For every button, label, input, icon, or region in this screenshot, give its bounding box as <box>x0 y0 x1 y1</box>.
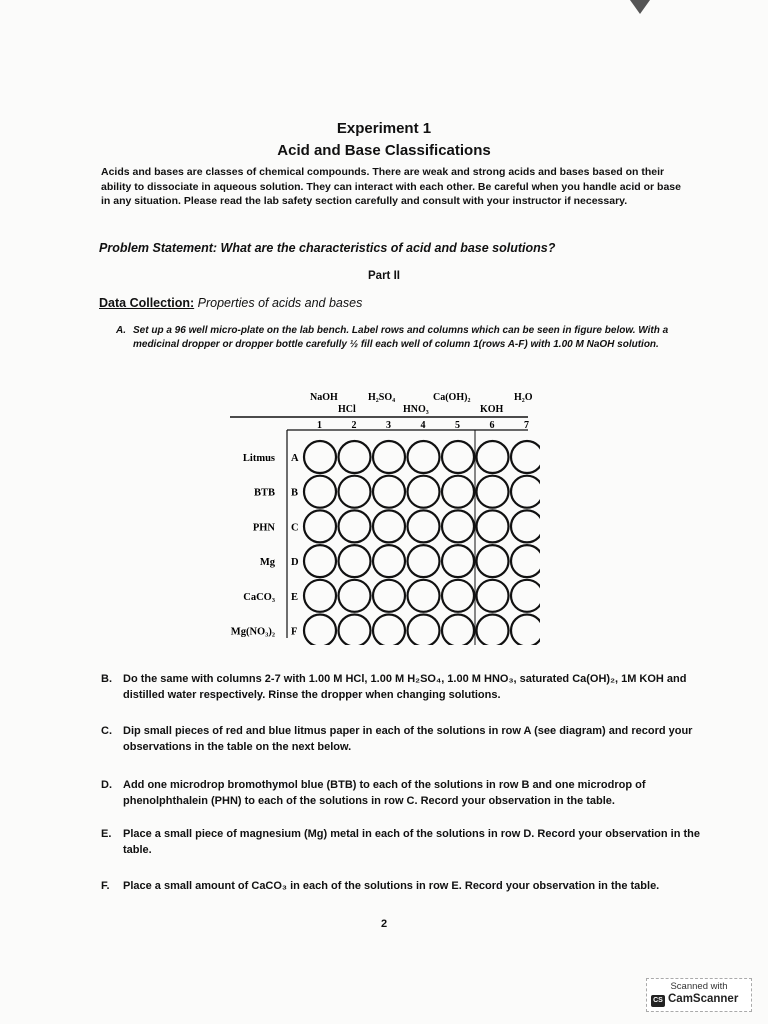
column-numbers <box>317 420 529 431</box>
data-collection-heading <box>99 296 362 310</box>
well-C1 <box>304 510 336 542</box>
well-D1 <box>304 545 336 577</box>
well-A3 <box>373 441 405 473</box>
well-C7 <box>511 510 540 542</box>
well-B5 <box>442 476 474 508</box>
step-f-text: Place a small amount of CaCO₃ in each of the solutions in row E. Record your observation in the table. <box>123 880 660 892</box>
well-D5 <box>442 545 474 577</box>
microplate-diagram <box>230 385 540 645</box>
well-D7 <box>511 545 540 577</box>
well-D4 <box>408 545 440 577</box>
well-C6 <box>477 510 509 542</box>
scanned-with-text: Scanned with <box>670 981 728 992</box>
well-F1 <box>304 615 336 646</box>
column-number-6: 6 <box>489 420 495 431</box>
column-number-4: 4 <box>420 420 426 431</box>
well-B2 <box>339 476 371 508</box>
well-E4 <box>408 580 440 612</box>
row-letter-E: E <box>291 591 299 603</box>
experiment-title: Experiment 1 <box>336 120 432 137</box>
row-reagent-1: Litmus <box>242 453 275 464</box>
well-B1 <box>304 476 336 508</box>
well-F2 <box>339 615 371 646</box>
col-chem-top-1: NaOH <box>310 392 338 403</box>
row-letter-D: D <box>291 557 299 569</box>
col-chem-bottom-3: KOH <box>480 404 504 415</box>
well-B6 <box>477 476 509 508</box>
step-a-text: Set up a 96 well micro-plate on the lab bench. Label rows and columns which can be seen in figure below. With a medicinal dropper or dropper bottle carefully ½ fill each well of column 1(rows A-F) with 1.00 M NaOH solution. <box>133 325 669 350</box>
column-number-2: 2 <box>351 420 357 431</box>
row-reagent-2: BTB <box>253 487 275 499</box>
col-chem-top-4: H₂O <box>514 392 533 403</box>
well-E1 <box>304 580 336 612</box>
well-F6 <box>477 615 509 646</box>
well-E6 <box>477 580 509 612</box>
experiment-subtitle: Acid and Base Classifications <box>277 142 491 159</box>
step-f-label: F. <box>101 880 110 892</box>
well-A7 <box>511 441 540 473</box>
step-d-label: D. <box>101 779 112 791</box>
row-reagent-5: CaCO₃ <box>243 591 275 603</box>
well-D6 <box>477 545 509 577</box>
row-reagent-4: Mg <box>259 557 275 569</box>
step-c-label: C. <box>101 725 112 737</box>
well-A4 <box>408 441 440 473</box>
well-E7 <box>511 580 540 612</box>
camscanner-brand: CamScanner <box>668 993 739 1005</box>
col-chem-bottom-1: HCl <box>338 404 356 415</box>
well-E5 <box>442 580 474 612</box>
row-letter-A: A <box>291 453 299 464</box>
well-D3 <box>373 545 405 577</box>
well-C5 <box>442 510 474 542</box>
well-B7 <box>511 476 540 508</box>
well-F3 <box>373 615 405 646</box>
row-reagent-3: PHN <box>252 522 275 534</box>
well-B4 <box>408 476 440 508</box>
well-A2 <box>339 441 371 473</box>
well-E2 <box>339 580 371 612</box>
column-number-1: 1 <box>317 420 322 431</box>
column-number-7: 7 <box>524 420 529 431</box>
step-a-label: A. <box>116 325 126 336</box>
step-c-text: Dip small pieces of red and blue litmus paper in each of the solutions in row A (see diagram) and record your observations in the table on the next below. <box>123 725 693 753</box>
column-number-5: 5 <box>455 420 460 431</box>
row-reagent-6: Mg(NO₃)₂ <box>230 626 275 638</box>
intro-paragraph: Acids and bases are classes of chemical compounds. There are weak and strong acids and bases based on their ability to dissociate in aqueous solution. They can interact with each other. Be careful when you handle acid or base in any situation. Please read the lab safety section carefully and consult with your instructor if necessary. <box>101 166 681 208</box>
well-E3 <box>373 580 405 612</box>
row-letter-F: F <box>291 626 298 638</box>
col-chem-top-2: H₂SO₄ <box>368 392 396 403</box>
wells-grid <box>304 441 540 645</box>
col-chem-bottom-2: HNO₃ <box>403 404 429 415</box>
well-B3 <box>373 476 405 508</box>
part-heading: Part II <box>368 270 400 282</box>
well-C3 <box>373 510 405 542</box>
row-labels <box>231 453 299 638</box>
well-C4 <box>408 510 440 542</box>
well-A6 <box>477 441 509 473</box>
row-letter-C: C <box>291 522 299 534</box>
page-corner-mark <box>630 0 650 14</box>
well-A5 <box>442 441 474 473</box>
well-C2 <box>339 510 371 542</box>
well-F4 <box>408 615 440 646</box>
row-letter-B: B <box>291 487 299 499</box>
step-d-text: Add one microdrop bromothymol blue (BTB) to each of the solutions in row B and one microdrop of phenolphthalein (PHN) to each of the solutions in row C. Record your observation in the table. <box>123 779 646 807</box>
well-A1 <box>304 441 336 473</box>
step-e-text: Place a small piece of magnesium (Mg) metal in each of the solutions in row D. Record your observation in the table. <box>123 828 701 856</box>
camscanner-watermark <box>646 978 752 1012</box>
well-F5 <box>442 615 474 646</box>
well-D2 <box>339 545 371 577</box>
data-collection-topic: Properties of acids and bases <box>197 296 363 310</box>
step-b-label: B. <box>101 673 112 685</box>
page-number: 2 <box>380 918 388 930</box>
step-b-text: Do the same with columns 2-7 with 1.00 M HCl, 1.00 M H₂SO₄, 1.00 M HNO₃, saturated Ca(OH)₂, 1M KOH and distilled water respectively. Rinse the dropper when changing solutions. <box>123 673 687 701</box>
well-F7 <box>511 615 540 646</box>
step-e-label: E. <box>101 828 112 840</box>
problem-statement: Problem Statement: What are the characteristics of acid and base solutions? <box>99 241 556 255</box>
camscanner-logo: CS <box>651 995 665 1007</box>
data-collection-label: Data Collection: <box>99 296 195 310</box>
column-number-3: 3 <box>386 420 391 431</box>
col-chem-top-3: Ca(OH)₂ <box>433 392 471 403</box>
